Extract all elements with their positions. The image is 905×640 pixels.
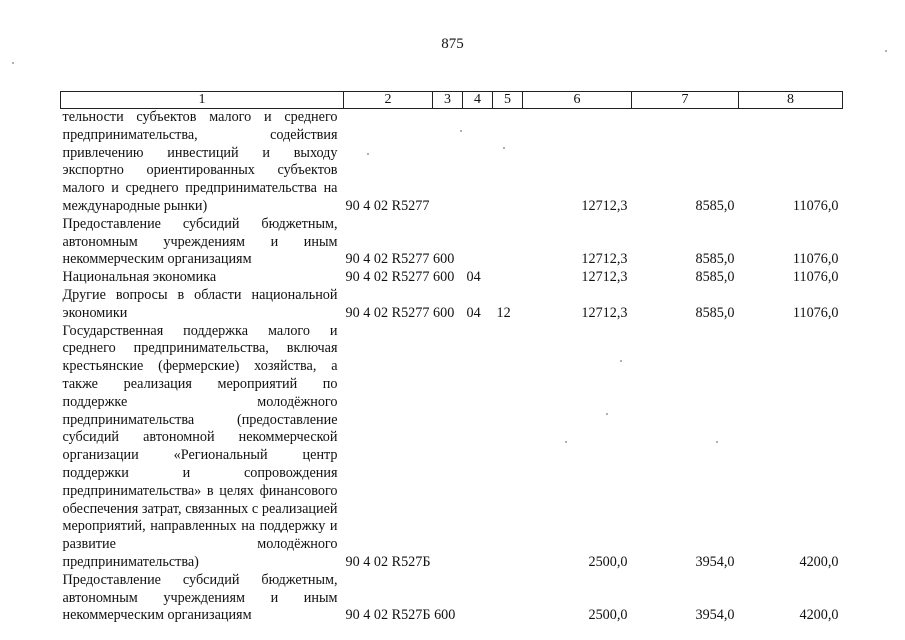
page-number: 875 xyxy=(441,36,464,52)
row-pr xyxy=(493,323,523,572)
row-value-6: 2500,0 xyxy=(588,607,628,624)
row-value-8: 11076,0 xyxy=(792,269,839,286)
row-vr: 600 xyxy=(433,269,455,286)
row-value-6: 12712,3 xyxy=(581,251,628,268)
row-code-value: 90 4 02 R527Б xyxy=(345,607,431,624)
row-rz xyxy=(463,323,493,572)
row-value-7: 3954,0 xyxy=(695,553,735,570)
row-name: Другие вопросы в области национальной экономики xyxy=(62,286,338,321)
scan-speck xyxy=(885,50,887,52)
row-rz: 04 xyxy=(466,304,481,321)
row-code-value: 90 4 02 R5277 xyxy=(345,251,430,268)
row-value-6: 2500,0 xyxy=(588,553,628,570)
row-name: Предоставление субсидий бюджетным, автономным учреждениям и иным некоммерческим организациям xyxy=(62,571,338,624)
row-code: 90 4 02 R527Б xyxy=(345,553,431,570)
row-vr: 600 xyxy=(433,251,455,268)
scan-speck xyxy=(716,441,718,443)
budget-table xyxy=(60,91,843,625)
row-code xyxy=(344,287,455,323)
row-rz xyxy=(463,216,493,269)
row-value-8: 11076,0 xyxy=(792,197,839,214)
row-vr: 600 xyxy=(434,607,456,624)
row-vr xyxy=(433,109,463,216)
row-pr: 12 xyxy=(496,304,511,321)
row-name: Государственная поддержка малого и среднего предпринимательства, включая крестьянские (фермерские) хозяйства, а также реализация мероприятий по поддержке молодёжного предпринимательства (предоставление субсидий автономной некоммерческой организации «Региональный центр поддержки и сопровождения предпринимательства» в целях финансового обеспечения затрат, связанных с реализацией мероприятий, направленных на поддержку и развитие молодёжного предпринимательства) xyxy=(62,322,338,570)
table-row xyxy=(61,572,843,625)
scan-speck xyxy=(460,130,462,132)
row-value-7: 8585,0 xyxy=(695,304,735,321)
row-value-8: 4200,0 xyxy=(799,553,839,570)
row-value-7: 8585,0 xyxy=(695,269,735,286)
row-name: Предоставление субсидий бюджетным, автономным учреждениям и иным некоммерческим организациям xyxy=(62,215,338,268)
table-row xyxy=(61,323,843,572)
scan-speck xyxy=(367,153,369,155)
row-vr xyxy=(433,323,463,572)
column-header: 5 xyxy=(493,92,523,109)
row-code xyxy=(344,216,455,269)
scan-speck xyxy=(503,147,505,149)
table-header-row xyxy=(61,92,843,109)
row-value-6: 12712,3 xyxy=(581,269,628,286)
scan-speck xyxy=(620,360,622,362)
row-rz xyxy=(463,572,493,625)
column-header: 8 xyxy=(739,92,843,109)
row-value-8: 11076,0 xyxy=(792,304,839,321)
row-pr xyxy=(493,216,523,269)
row-pr xyxy=(493,269,523,287)
scan-speck xyxy=(12,62,14,64)
row-value-8: 4200,0 xyxy=(799,607,839,624)
row-value-6: 12712,3 xyxy=(581,304,628,321)
column-header: 3 xyxy=(433,92,463,109)
row-code-value: 90 4 02 R5277 xyxy=(345,269,430,286)
column-header: 6 xyxy=(523,92,632,109)
row-value-7: 8585,0 xyxy=(695,197,735,214)
row-name: тельности субъектов малого и среднего предпринимательства, содействия привлечению инвестиций и выходу экспортно ориентированных субъектов малого и среднего предпринимательства на международные рынки) xyxy=(62,109,338,214)
row-vr: 600 xyxy=(433,304,455,321)
scan-speck xyxy=(606,413,608,415)
row-code xyxy=(344,269,455,287)
table-row xyxy=(61,216,843,269)
column-header: 4 xyxy=(463,92,493,109)
row-pr xyxy=(493,109,523,216)
row-code xyxy=(344,572,456,625)
row-code-value: 90 4 02 R5277 xyxy=(345,304,430,321)
table-row xyxy=(61,109,843,216)
row-value-6: 12712,3 xyxy=(581,197,628,214)
table-row xyxy=(61,269,843,287)
row-name: Национальная экономика xyxy=(62,269,217,286)
row-value-7: 8585,0 xyxy=(695,251,735,268)
row-value-7: 3954,0 xyxy=(695,607,735,624)
column-header: 2 xyxy=(344,92,433,109)
row-rz xyxy=(463,109,493,216)
row-value-8: 11076,0 xyxy=(792,251,839,268)
row-code: 90 4 02 R5277 xyxy=(345,197,430,214)
column-header: 1 xyxy=(61,92,344,109)
row-pr xyxy=(493,572,523,625)
table-row xyxy=(61,287,843,323)
row-rz: 04 xyxy=(466,269,481,286)
scan-speck xyxy=(565,441,567,443)
column-header: 7 xyxy=(632,92,739,109)
